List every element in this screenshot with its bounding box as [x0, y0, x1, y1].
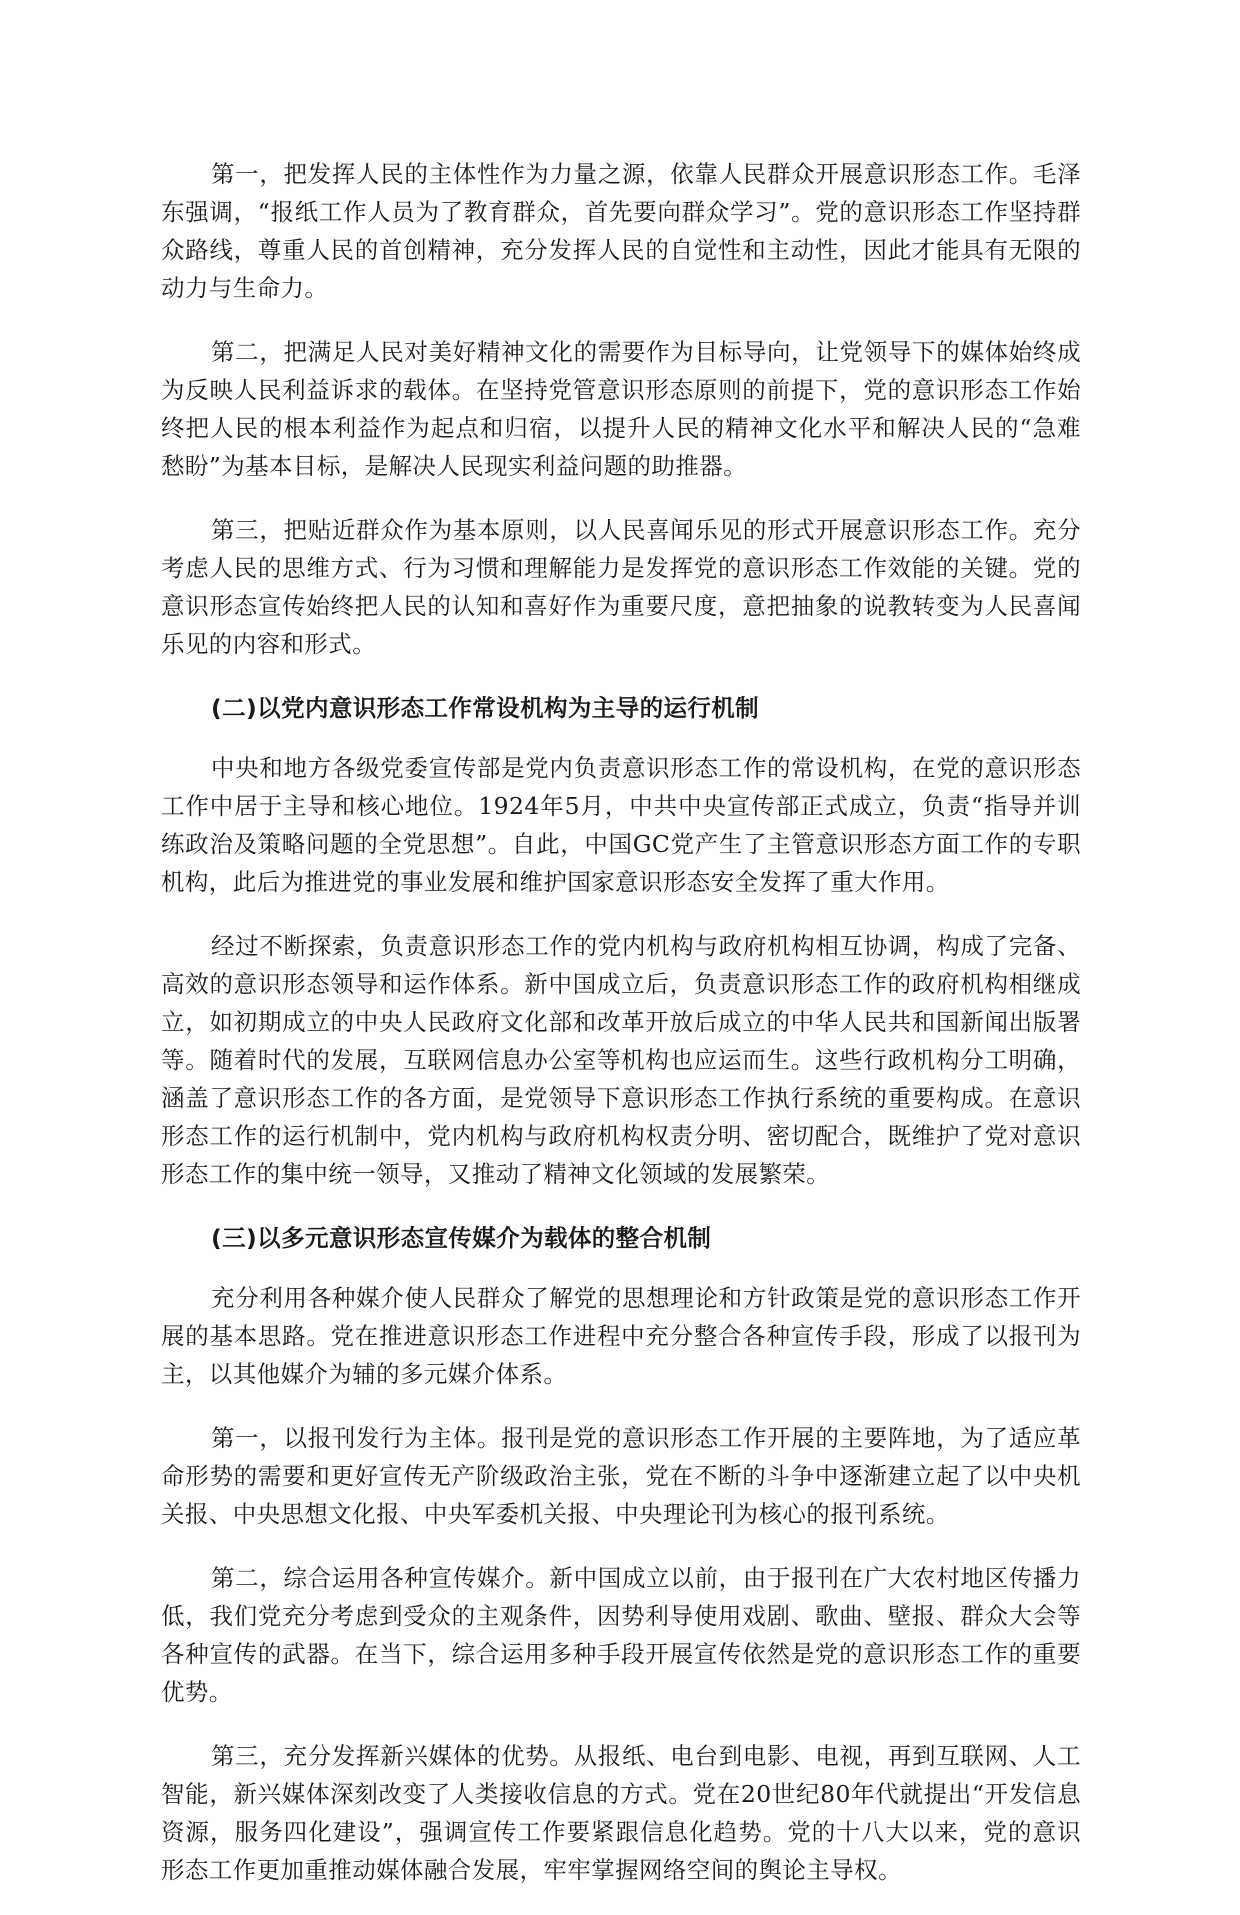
paragraph-media-integration: 充分利用各种媒介使人民群众了解党的思想理论和方针政策是党的意识形态工作开展的基本思路。党在推进意识形态工作进程中充分整合各种宣传手段，形成了以报刊为主，以其他媒介为辅的多元媒介体系。	[161, 1284, 1081, 1388]
paragraph-propaganda-departments: 中央和地方各级党委宣传部是党内负责意识形态工作的常设机构，在党的意识形态工作中居于主导和核心地位。1924年5月，中共中央宣传部正式成立，负责“指导并训练政治及策略问题的全党思想”。自此，中国GC党产生了主管意识形态方面工作的专职机构，此后为推进党的事业发展和维护国家意识形态安全发挥了重大作用。	[161, 754, 1081, 896]
paragraph-newspapers-main: 第一，以报刊发行为主体。报刊是党的意识形态工作开展的主要阵地，为了适应革命形势的需要和更好宣传无产阶级政治主张，党在不断的斗争中逐渐建立起了以中央机关报、中央思想文化报、中央军委机关报、中央理论刊为核心的报刊系统。	[161, 1424, 1081, 1528]
document-page	[161, 155, 1081, 1915]
paragraph-spiritual-culture-needs: 第二，把满足人民对美好精神文化的需要作为目标导向，让党领导下的媒体始终成为反映人民利益诉求的载体。在坚持党管意识形态原则的前提下，党的意识形态工作始终把人民的根本利益作为起点和归宿，以提升人民的精神文化水平和解决人民的“急难愁盼”为基本目标，是解决人民现实利益问题的助推器。	[161, 338, 1081, 480]
paragraph-close-to-masses: 第三，把贴近群众作为基本原则，以人民喜闻乐见的形式开展意识形态工作。充分考虑人民的思维方式、行为习惯和理解能力是发挥党的意识形态工作效能的关键。党的意识形态宣传始终把人民的认知和喜好作为重要尺度，意把抽象的说教转变为人民喜闻乐见的内容和形式。	[161, 516, 1081, 658]
paragraph-new-media: 第三，充分发挥新兴媒体的优势。从报纸、电台到电影、电视，再到互联网、人工智能，新兴媒体深刻改变了人类接收信息的方式。党在20世纪80年代就提出“开发信息资源，服务四化建设”，强调宣传工作要紧跟信息化趋势。党的十八大以来，党的意识形态工作更加重推动媒体融合发展，牢牢掌握网络空间的舆论主导权。	[161, 1742, 1081, 1884]
paragraph-people-subjectivity: 第一，把发挥人民的主体性作为力量之源，依靠人民群众开展意识形态工作。毛泽东强调，“报纸工作人员为了教育群众，首先要向群众学习”。党的意识形态工作坚持群众路线，尊重人民的首创精神，充分发挥人民的自觉性和主动性，因此才能具有无限的动力与生命力。	[161, 160, 1081, 302]
section-heading-3: (三)以多元意识形态宣传媒介为载体的整合机制	[211, 1224, 712, 1252]
section-heading-2: (二)以党内意识形态工作常设机构为主导的运行机制	[211, 694, 760, 722]
paragraph-party-government-coordination: 经过不断探索，负责意识形态工作的党内机构与政府机构相互协调，构成了完备、高效的意识形态领导和运作体系。新中国成立后，负责意识形态工作的政府机构相继成立，如初期成立的中央人民政府文化部和改革开放后成立的中华人民共和国新闻出版署等。随着时代的发展，互联网信息办公室等机构也应运而生。这些行政机构分工明确，涵盖了意识形态工作的各方面，是党领导下意识形态工作执行系统的重要构成。在意识形态工作的运行机制中，党内机构与政府机构权责分明、密切配合，既维护了党对意识形态工作的集中统一领导，又推动了精神文化领域的发展繁荣。	[161, 932, 1081, 1188]
paragraph-various-media: 第二，综合运用各种宣传媒介。新中国成立以前，由于报刊在广大农村地区传播力低，我们党充分考虑到受众的主观条件，因势利导使用戏剧、歌曲、壁报、群众大会等各种宣传的武器。在当下，综合运用多种手段开展宣传依然是党的意识形态工作的重要优势。	[161, 1564, 1081, 1706]
